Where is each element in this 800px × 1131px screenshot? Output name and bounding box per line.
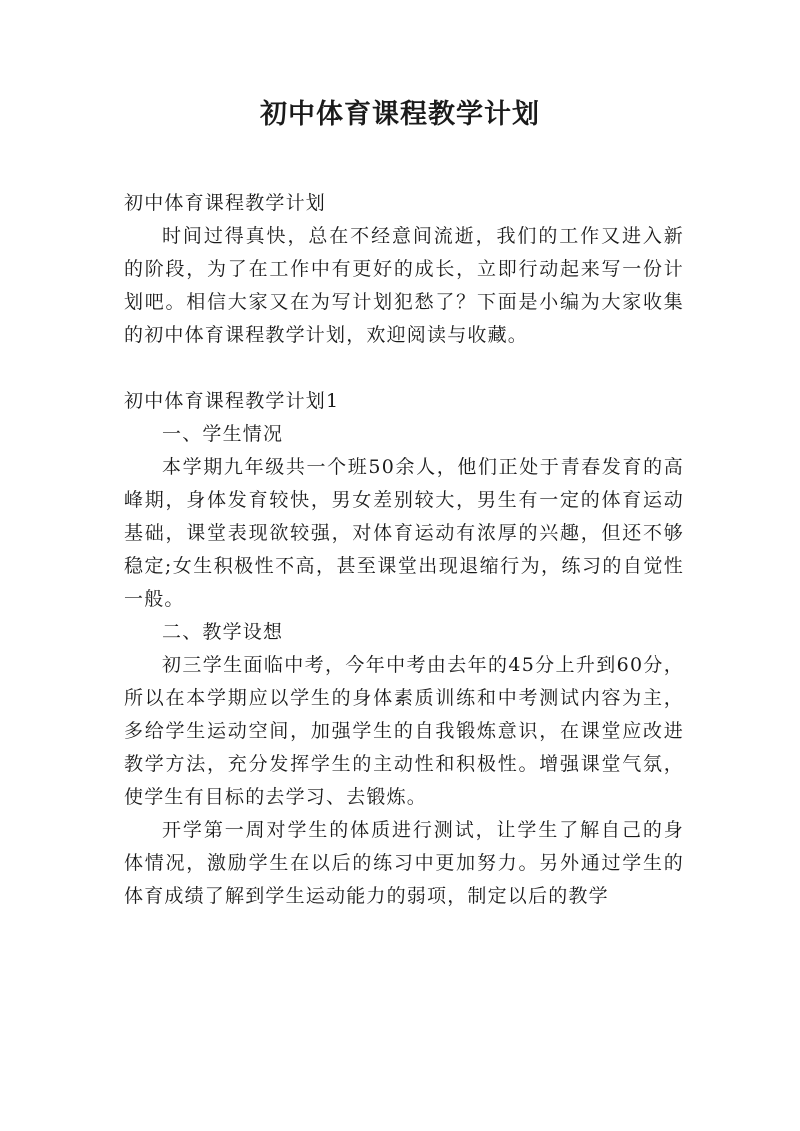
student-situation-paragraph: 本学期九年级共一个班50余人，他们正处于青春发育的高峰期，身体发育较快，男女差别较大，男生有一定的体育运动基础，课堂表现欲较强，对体育运动有浓厚的兴趣，但还不够稳定;女生积极性不高，甚至课堂出现退缩行为，练习的自觉性一般。	[124, 456, 684, 610]
intro-paragraph: 时间过得真快，总在不经意间流逝，我们的工作又进入新的阶段，为了在工作中有更好的成长，立即行动起来写一份计划吧。相信大家又在为写计划犯愁了？下面是小编为大家收集的初中体育课程教学计划，欢迎阅读与收藏。	[124, 225, 684, 346]
heading-teaching-plan: 二、教学设想	[162, 621, 284, 643]
teaching-plan-paragraph: 初三学生面临中考，今年中考由去年的45分上升到60分，所以在本学期应以学生的身体素质训练和中考测试内容为主，多给学生运动空间，加强学生的自我锻炼意识，在课堂应改进教学方法，充分发挥学生的主动性和积极性。增强课堂气氛，使学生有目标的去学习、去锻炼。	[124, 654, 684, 808]
heading-student-situation: 一、学生情况	[162, 423, 284, 445]
first-week-paragraph: 开学第一周对学生的体质进行测试，让学生了解自己的身体情况，激励学生在以后的练习中更加努力。另外通过学生的体育成绩了解到学生运动能力的弱项，制定以后的教学	[124, 819, 684, 907]
paragraph-spacer	[124, 352, 684, 385]
section-title: 初中体育课程教学计划1	[124, 390, 340, 412]
document-title: 初中体育课程教学计划	[260, 99, 540, 130]
document-body	[124, 187, 684, 913]
document-subtitle: 初中体育课程教学计划	[124, 192, 327, 214]
